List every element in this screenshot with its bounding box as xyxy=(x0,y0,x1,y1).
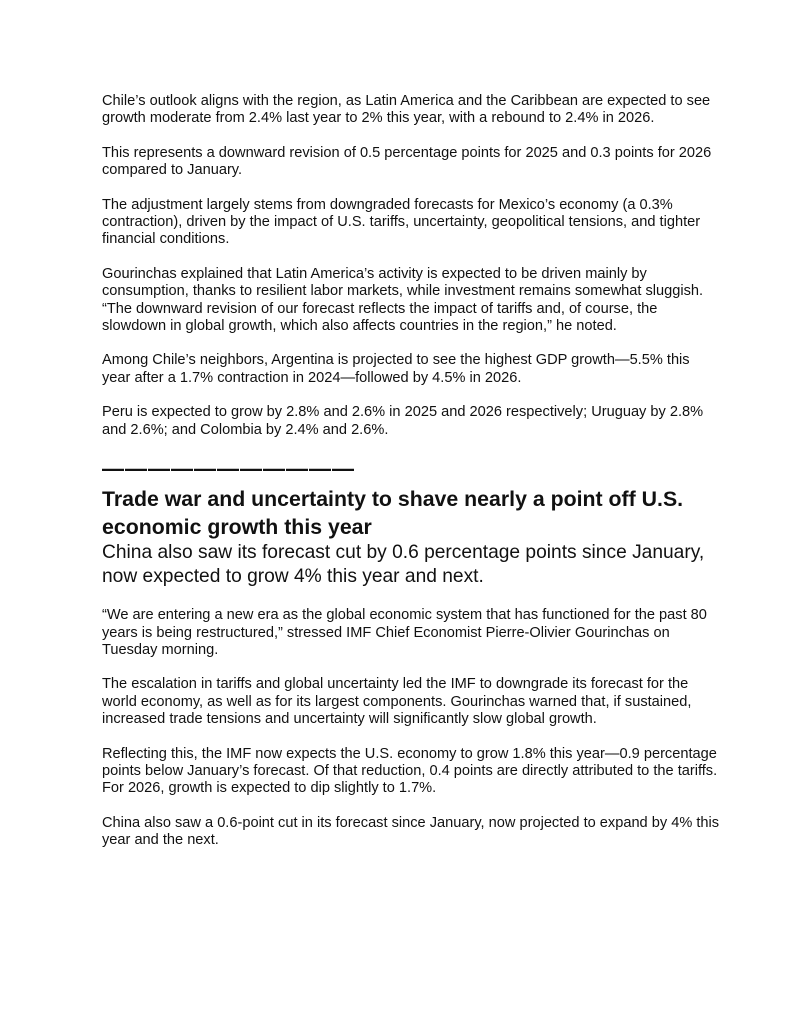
paragraph-peru-uruguay-colombia: Peru is expected to grow by 2.8% and 2.6% in 2025 and 2026 respectively; Uruguay by 2.8% and 2.6%; and Colombia by 2.4% and 2.6%. xyxy=(102,404,704,438)
paragraph-us-forecast: Reflecting this, the IMF now expects the U.S. economy to grow 1.8% this year—0.9 percentage points below January’s forecast. Of that reduction, 0.4 points are directly attributed to the tariffs. For 2026, growth is expected to dip slightly to 1.7%. xyxy=(102,745,718,797)
paragraph-downward-revision: This represents a downward revision of 0.5 percentage points for 2025 and 0.3 points for 2026 compared to January. xyxy=(102,144,712,179)
article xyxy=(102,93,722,867)
paragraph-tariff-escalation: The escalation in tariffs and global uncertainty led the IMF to downgrade its forecast for the world economy, as well as for its largest components. Gourinchas warned that, if sustained, increased trade tensions and uncertainty will significantly slow global growth. xyxy=(102,676,692,728)
paragraph-new-era-quote: “We are entering a new era as the global economic system that has functioned for the past 80 years is being restructured,” stressed IMF Chief Economist Pierre-Olivier Gourinchas on Tuesday morning. xyxy=(102,607,707,658)
paragraph-chile-outlook: Chile’s outlook aligns with the region, as Latin America and the Caribbean are expected to see growth moderate from 2.4% last year to 2% this year, with a rebound to 2.4% in 2026. xyxy=(102,93,711,127)
section-divider: ——————————— xyxy=(102,456,355,482)
section-headline: Trade war and uncertainty to shave nearly a point off U.S. economic growth this year xyxy=(102,487,684,540)
paragraph-argentina: Among Chile’s neighbors, Argentina is projected to see the highest GDP growth—5.5% this year after a 1.7% contraction in 2024—followed by 4.5% in 2026. xyxy=(102,352,690,386)
section-subheadline: China also saw its forecast cut by 0.6 percentage points since January, now expected to grow 4% this year and next. xyxy=(102,542,705,588)
paragraph-gourinchas-latam: Gourinchas explained that Latin America’s activity is expected to be driven mainly by consumption, thanks to resilient labor markets, while investment remains somewhat sluggish. “The downward revision of our forecast reflects the impact of tariffs and, of course, the slowdown in global growth, which also affects countries in the region,” he noted. xyxy=(102,265,704,335)
paragraph-mexico-adjustment: The adjustment largely stems from downgraded forecasts for Mexico’s economy (a 0.3% contraction), driven by the impact of U.S. tariffs, uncertainty, geopolitical tensions, and tighter financial conditions. xyxy=(102,196,701,248)
paragraph-china-forecast: China also saw a 0.6-point cut in its forecast since January, now projected to expand by 4% this year and the next. xyxy=(102,814,720,849)
